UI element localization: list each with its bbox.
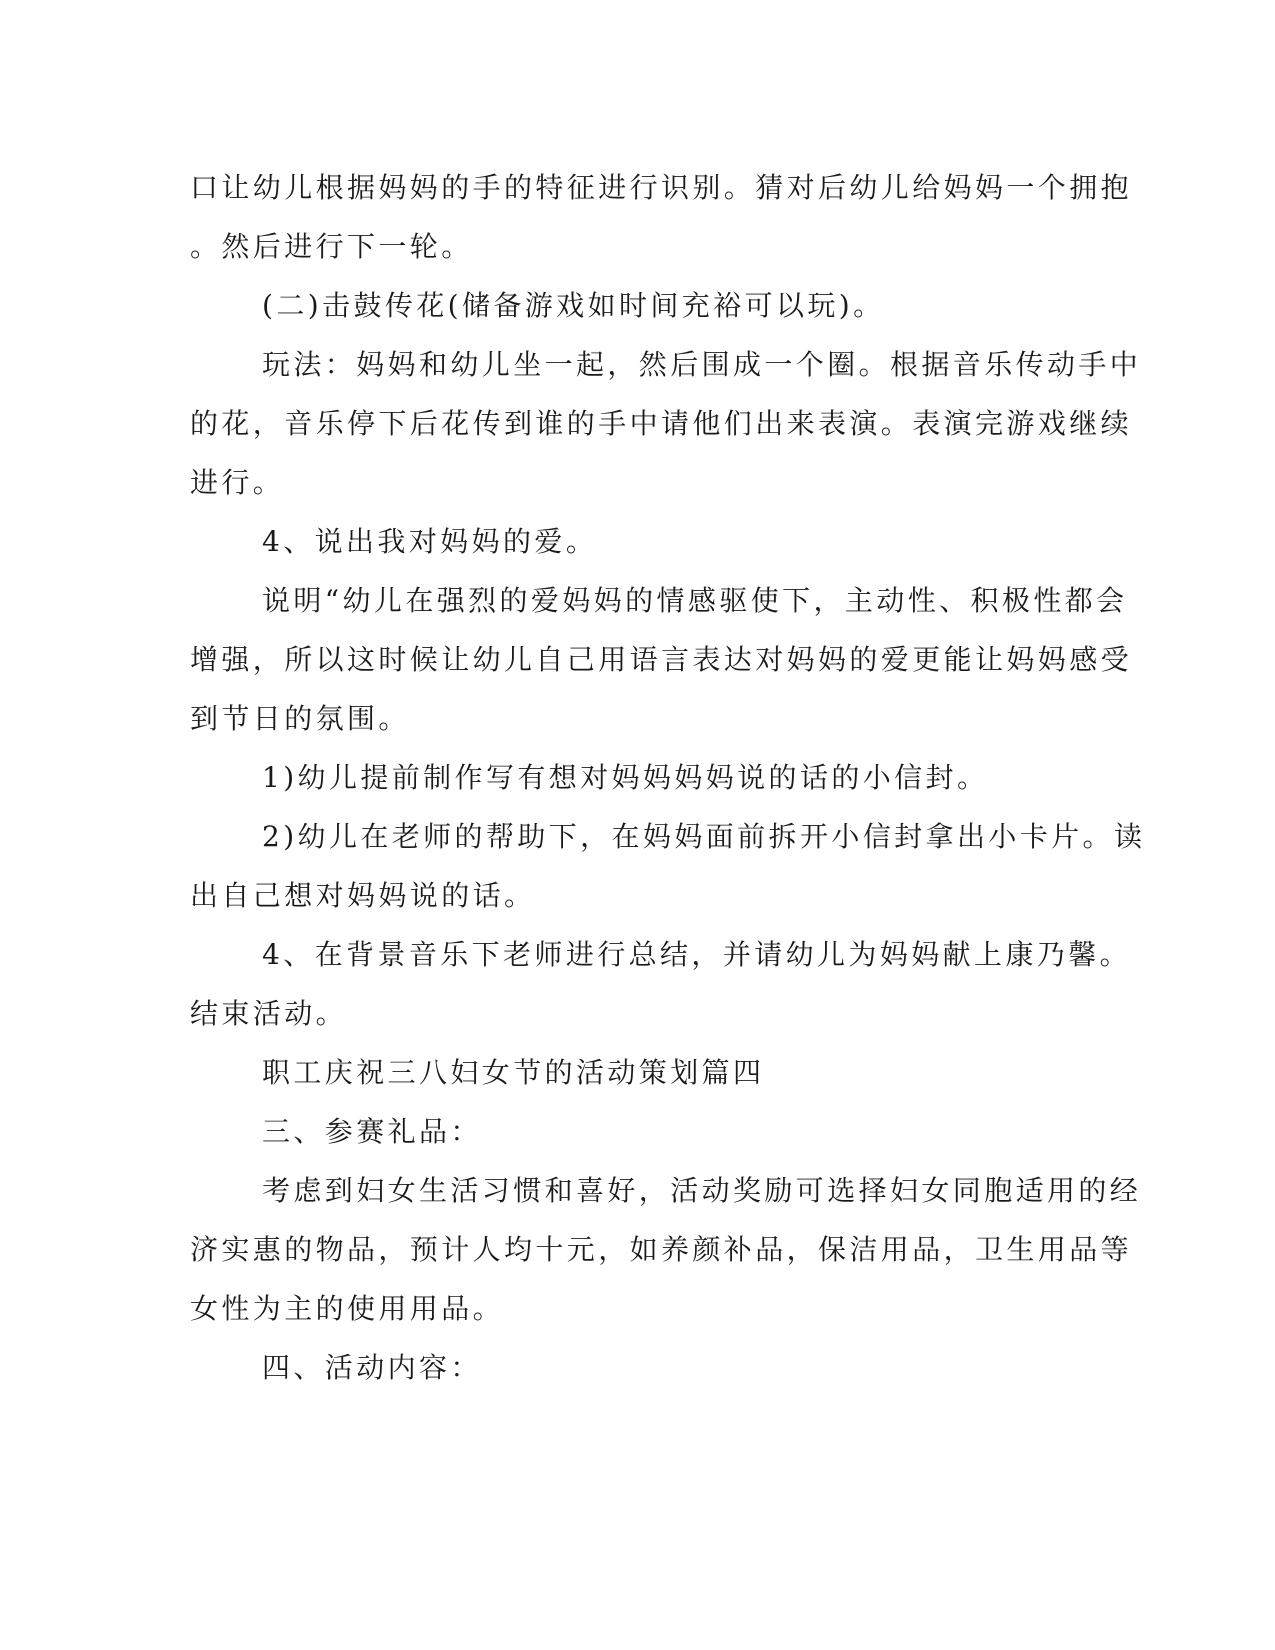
section-heading: 职工庆祝三八妇女节的活动策划篇四 (262, 1056, 765, 1089)
text-line: 4、说出我对妈妈的爱。 (262, 525, 598, 558)
text-line: 女性为主的使用用品。 (190, 1292, 505, 1325)
text-line: 增强，所以这时候让幼儿自己用语言表达对妈妈的爱更能让妈妈感受 (190, 643, 1133, 676)
text-line: 口让幼儿根据妈妈的手的特征进行识别。猜对后幼儿给妈妈一个拥抱 (190, 171, 1133, 204)
text-line: 的花，音乐停下后花传到谁的手中请他们出来表演。表演完游戏继续 (190, 407, 1133, 440)
text-line: 出自己想对妈妈说的话。 (190, 879, 536, 912)
text-line: 2)幼儿在老师的帮助下，在妈妈面前拆开小信封拿出小卡片。读 (262, 820, 1146, 853)
text-line: (二)击鼓传花(储备游戏如时间充裕可以玩)。 (262, 289, 885, 322)
subsection-heading: 四、活动内容： (262, 1351, 482, 1384)
text-line: 4、在背景音乐下老师进行总结，并请幼儿为妈妈献上康乃馨。 (262, 938, 1132, 971)
text-line: 进行。 (190, 466, 285, 499)
text-line: 玩法：妈妈和幼儿坐一起，然后围成一个圈。根据音乐传动手中 (262, 348, 1142, 381)
text-line: 说明“幼儿在强烈的爱妈妈的情感驱使下，主动性、积极性都会 (262, 584, 1128, 617)
subsection-heading: 三、参赛礼品： (262, 1115, 482, 1148)
text-line: 结束活动。 (190, 997, 348, 1030)
text-line: 。然后进行下一轮。 (190, 230, 473, 263)
text-line: 1)幼儿提前制作写有想对妈妈妈妈说的话的小信封。 (262, 761, 989, 794)
text-line: 济实惠的物品，预计人均十元，如养颜补品，保洁用品，卫生用品等 (190, 1233, 1133, 1266)
text-line: 考虑到妇女生活习惯和喜好，活动奖励可选择妇女同胞适用的经 (262, 1174, 1142, 1207)
text-line: 到节日的氛围。 (190, 702, 410, 735)
